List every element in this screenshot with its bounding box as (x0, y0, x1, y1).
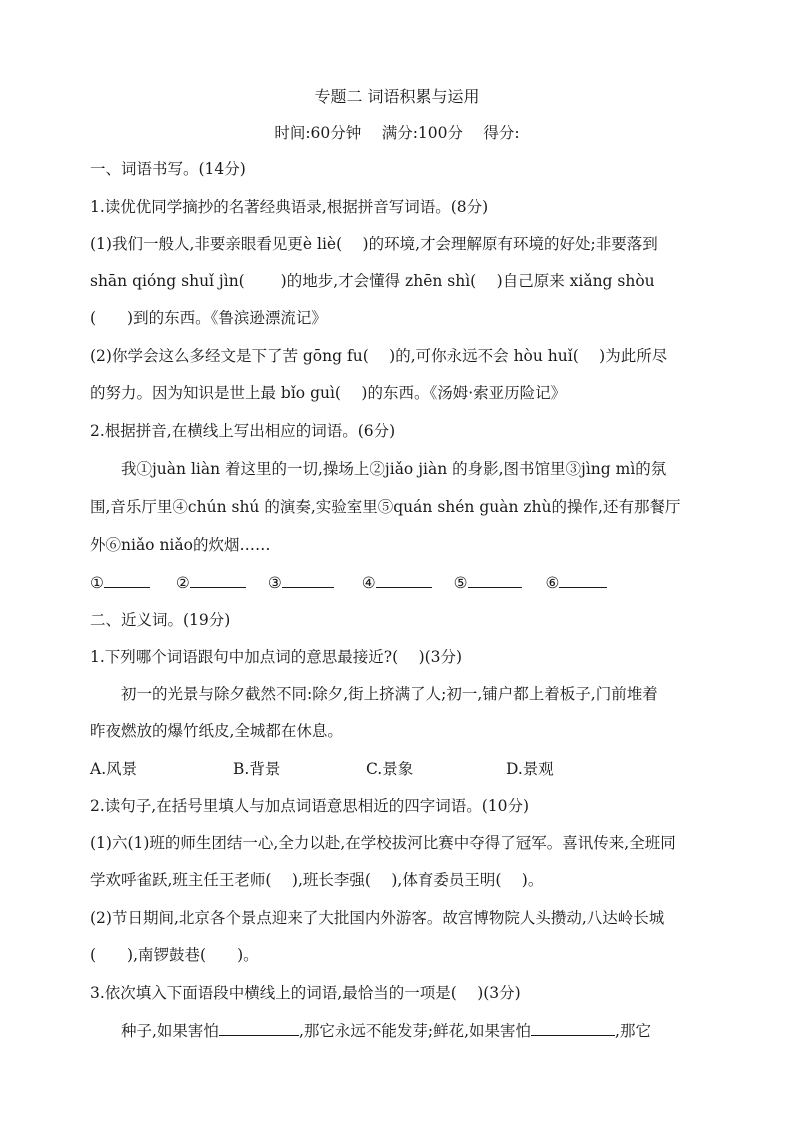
question-2-2-stem: 2.读句子,在括号里填人与加点词语意思相近的四字词语。(10分) (90, 797, 530, 815)
question-1-1-part1-line1: (1)我们一般人,非要亲眼看见更è liè( )的环境,才会理解原有环境的好处;非要落到 (90, 235, 658, 253)
option-a[interactable]: A.风景 (90, 760, 138, 778)
option-b[interactable]: B.背景 (233, 760, 281, 778)
question-2-3-stem: 3.依次填入下面语段中横线上的词语,最恰当的一项是( )(3分) (90, 984, 521, 1002)
question-1-2-stem: 2.根据拼音,在横线上写出相应的词语。(6分) (90, 422, 396, 440)
option-c[interactable]: C.景象 (366, 760, 414, 778)
question-2-1-stem: 1.下列哪个词语跟句中加点词的意思最接近?( )(3分) (90, 648, 463, 666)
question-1-1-part1-line3: ( )到的东西。《鲁滨逊漂流记》 (90, 309, 327, 327)
question-2-2-part2-line1: (2)节日期间,北京各个景点迎来了大批国内外游客。故宫博物院人头攒动,八达岭长城 (90, 909, 665, 927)
answer-blank-3[interactable]: ③ (268, 574, 334, 592)
page-title: 专题二 词语积累与运用 (314, 87, 480, 106)
exam-meta: 时间:60分钟 满分:100分 得分: (274, 124, 520, 142)
answer-blank-2[interactable]: ② (176, 574, 246, 592)
question-2-1-options (90, 758, 715, 780)
question-1-2-line1: 我①juàn liàn 着这里的一切,操场上②jiǎo jiàn 的身影,图书馆里③jìng mì的氛 (121, 460, 667, 478)
section-2-heading: 二、近义词。(19分) (90, 611, 231, 629)
fill-line-1[interactable] (219, 1021, 299, 1036)
answer-blank-1[interactable]: ① (90, 574, 150, 592)
answer-blank-4[interactable]: ④ (362, 574, 432, 592)
option-d[interactable]: D.景观 (506, 760, 554, 778)
question-2-2-part1-line2: 学欢呼雀跃,班主任王老师( ),班长李强( ),体育委员王明( )。 (90, 871, 544, 889)
question-2-2-part2-line2: ( ),南锣鼓巷( )。 (90, 946, 259, 964)
question-2-1-line1: 初一的光景与除夕截然不同:除夕,街上挤满了人;初一,铺户都上着板子,门前堆着 (121, 685, 658, 703)
question-2-2-part1-line1: (1)六(1)班的师生团结一心,全力以赴,在学校拔河比赛中夺得了冠军。喜讯传来,全班同 (90, 834, 676, 852)
question-2-3-line1: 种子,如果害怕 ,那它永远不能发芽;鲜花,如果害怕 ,那它 (121, 1022, 651, 1040)
question-1-1-part2-line1: (2)你学会这么多经文是下了苦 gōng fu( )的,可你永远不会 hòu huǐ( )为此所尽 (90, 347, 668, 365)
section-1-heading: 一、词语书写。(14分) (90, 160, 246, 178)
answer-blanks-row (90, 572, 715, 594)
question-2-1-line2: 昨夜燃放的爆竹纸皮,全城都在休息。 (90, 722, 343, 740)
question-1-2-line3: 外⑥niǎo niǎo的炊烟…… (90, 536, 271, 554)
question-1-1-stem: 1.读优优同学摘抄的名著经典语录,根据拼音写词语。(8分) (90, 198, 489, 216)
answer-blank-5[interactable]: ⑤ (454, 574, 522, 592)
answer-blank-6[interactable]: ⑥ (546, 574, 608, 592)
fill-line-2[interactable] (531, 1021, 615, 1036)
question-1-2-line2: 围,音乐厅里④chún shú 的演奏,实验室里⑤quán shén guàn zhù的操作,还有那餐厅 (90, 498, 681, 516)
question-1-1-part1-line2: shān qióng shuǐ jìn( )的地步,才会懂得 zhēn shì( )自己原来 xiǎng shòu (90, 272, 655, 290)
question-1-1-part2-line2: 的努力。因为知识是世上最 bǐo guì( )的东西。《汤姆·索亚历险记》 (90, 384, 567, 402)
